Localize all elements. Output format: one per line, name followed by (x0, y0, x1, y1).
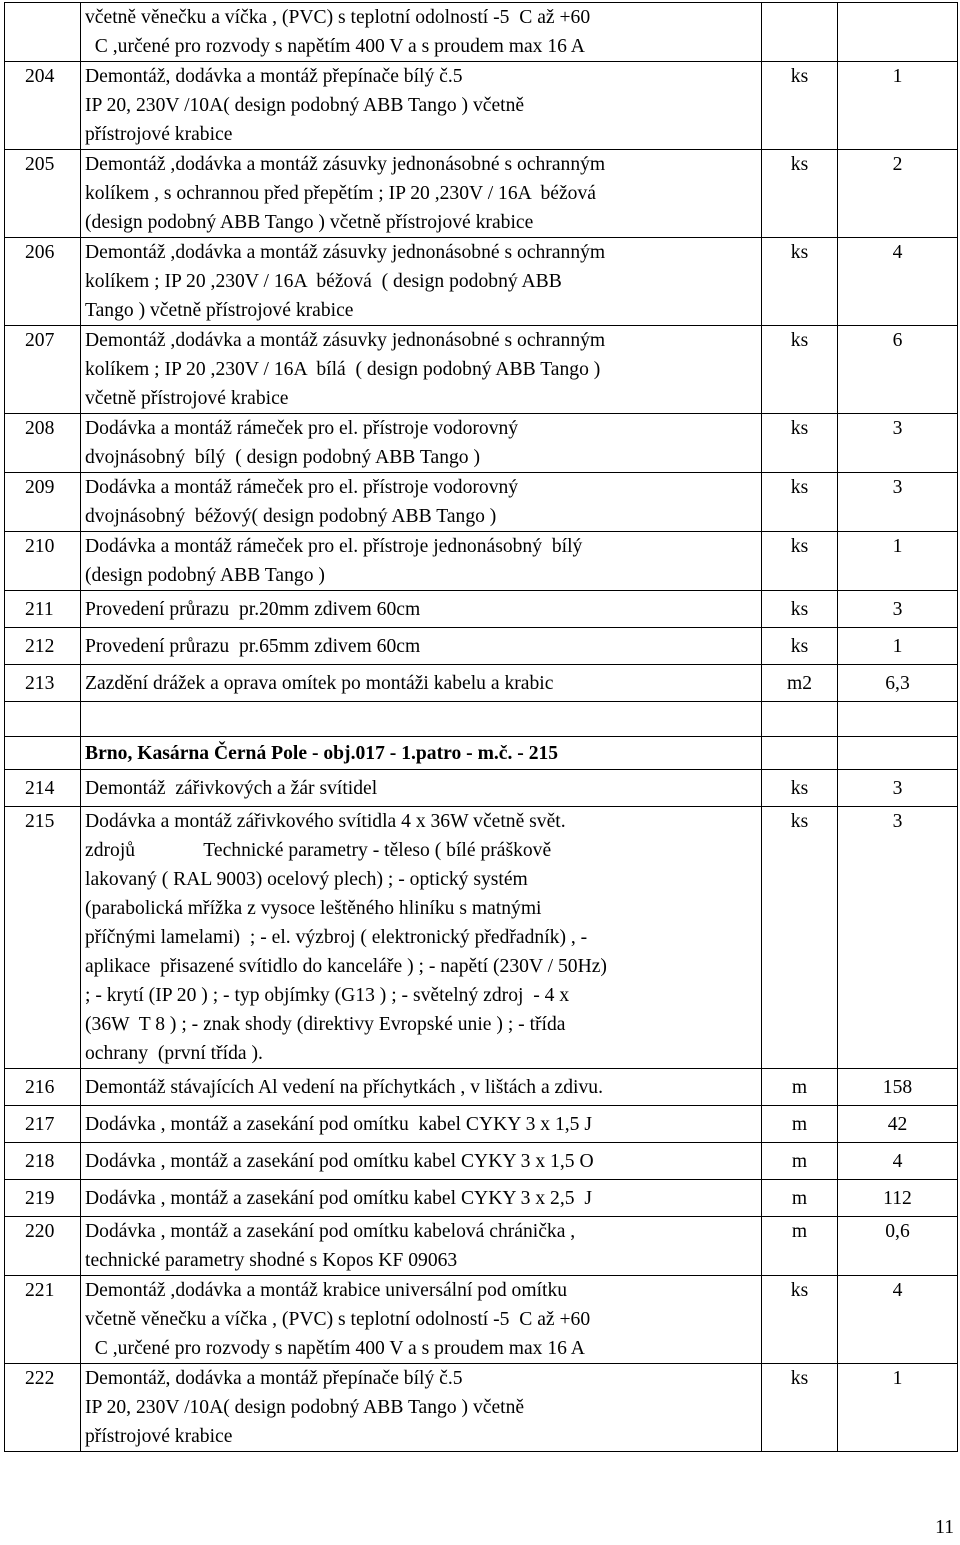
item-number: 213 (5, 665, 81, 702)
description-line: Dodávka , montáž a zasekání pod omítku kabel CYKY 3 x 1,5 O (85, 1151, 594, 1172)
item-quantity: 112 (838, 1180, 958, 1217)
table-row (5, 62, 958, 150)
description-line: Dodávka a montáž zářivkového svítidla 4 x 36W včetně svět. (85, 811, 566, 832)
item-description (81, 150, 762, 238)
item-unit: ks (762, 414, 838, 473)
item-quantity: 4 (838, 238, 958, 326)
section-heading-row (5, 737, 958, 770)
item-number: 206 (5, 238, 81, 326)
item-description (81, 628, 762, 665)
item-number: 207 (5, 326, 81, 414)
item-number: 220 (5, 1217, 81, 1276)
description-line: lakovaný ( RAL 9003) ocelový plech) ; - optický systém (85, 869, 528, 890)
item-quantity: 3 (838, 807, 958, 1069)
description-line: Provedení průrazu pr.20mm zdivem 60cm (85, 599, 421, 620)
description-line: Dodávka , montáž a zasekání pod omítku kabel CYKY 3 x 2,5 J (85, 1188, 592, 1209)
description-line: zdrojů Technické parametry - těleso ( bílé práškově (85, 840, 552, 861)
item-number: 219 (5, 1180, 81, 1217)
table-row (5, 238, 958, 326)
item-description (81, 807, 762, 1069)
item-quantity: 3 (838, 770, 958, 807)
item-unit: m (762, 1069, 838, 1106)
item-description (81, 1143, 762, 1180)
description-line: Provedení průrazu pr.65mm zdivem 60cm (85, 636, 421, 657)
table-row (5, 1143, 958, 1180)
table-row (5, 1217, 958, 1276)
items-table (4, 2, 958, 1452)
description-line: ochrany (první třída ). (85, 1043, 263, 1064)
table-row (5, 1106, 958, 1143)
description-line: včetně věnečku a víčka , (PVC) s teplotní odolností -5 C až +60 (85, 1309, 591, 1330)
description-line: IP 20, 230V /10A( design podobný ABB Tango ) včetně (85, 95, 525, 116)
item-number: 212 (5, 628, 81, 665)
item-description (81, 238, 762, 326)
item-description (81, 1069, 762, 1106)
item-number: 221 (5, 1276, 81, 1364)
item-number: 215 (5, 807, 81, 1069)
description-line: Demontáž ,dodávka a montáž zásuvky jednonásobné s ochranným (85, 330, 606, 351)
description-line: technické parametry shodné s Kopos KF 09063 (85, 1250, 458, 1271)
item-number: 209 (5, 473, 81, 532)
item-description (81, 414, 762, 473)
item-description (81, 702, 762, 737)
item-unit (762, 3, 838, 62)
item-number: 217 (5, 1106, 81, 1143)
item-unit: ks (762, 770, 838, 807)
item-unit: ks (762, 473, 838, 532)
table-row (5, 770, 958, 807)
item-quantity: 6,3 (838, 665, 958, 702)
table-row (5, 473, 958, 532)
item-unit: ks (762, 326, 838, 414)
item-quantity: 158 (838, 1069, 958, 1106)
item-unit: ks (762, 62, 838, 150)
item-unit (762, 737, 838, 770)
description-line: příčnými lamelami) ; - el. výzbroj ( elektronický předřadník) , - (85, 927, 588, 948)
item-number: 211 (5, 591, 81, 628)
item-quantity: 1 (838, 532, 958, 591)
item-quantity: 1 (838, 628, 958, 665)
description-line: kolíkem , s ochrannou před přepětím ; IP 20 ,230V / 16A béžová (85, 183, 596, 204)
item-quantity: 4 (838, 1143, 958, 1180)
item-number: 210 (5, 532, 81, 591)
item-number: 205 (5, 150, 81, 238)
item-quantity: 3 (838, 591, 958, 628)
description-line: Demontáž ,dodávka a montáž krabice universální pod omítku (85, 1280, 568, 1301)
description-line: IP 20, 230V /10A( design podobný ABB Tango ) včetně (85, 1397, 525, 1418)
description-line: Demontáž ,dodávka a montáž zásuvky jednonásobné s ochranným (85, 242, 606, 263)
table-row (5, 3, 958, 62)
description-line: C ,určené pro rozvody s napětím 400 V a s proudem max 16 A (85, 1338, 585, 1359)
item-unit: ks (762, 591, 838, 628)
item-quantity: 6 (838, 326, 958, 414)
item-quantity: 3 (838, 473, 958, 532)
page-number: 11 (935, 1517, 954, 1538)
description-line: Demontáž zářivkových a žár svítidel (85, 778, 378, 799)
table-row (5, 150, 958, 238)
item-description (81, 62, 762, 150)
description-line: přístrojové krabice (85, 1426, 233, 1447)
description-line: C ,určené pro rozvody s napětím 400 V a s proudem max 16 A (85, 36, 585, 57)
description-line: (parabolická mřížka z vysoce leštěného hliníku s matnými (85, 898, 542, 919)
item-description (81, 665, 762, 702)
table-row (5, 1276, 958, 1364)
description-line: dvojnásobný bílý ( design podobný ABB Tango ) (85, 447, 481, 468)
item-description (81, 3, 762, 62)
description-line: Demontáž, dodávka a montáž přepínače bílý č.5 (85, 1368, 463, 1389)
item-quantity: 1 (838, 62, 958, 150)
table-row (5, 628, 958, 665)
description-line: (design podobný ABB Tango ) (85, 565, 325, 586)
description-line: Dodávka a montáž rámeček pro el. přístroje vodorovný (85, 418, 519, 439)
description-line: ; - krytí (IP 20 ) ; - typ objímky (G13 ) ; - světelný zdroj - 4 x (85, 985, 570, 1006)
item-number (5, 737, 81, 770)
item-number: 216 (5, 1069, 81, 1106)
item-unit (762, 702, 838, 737)
item-description (81, 473, 762, 532)
item-number (5, 3, 81, 62)
table-row (5, 1069, 958, 1106)
item-unit: m (762, 1106, 838, 1143)
item-number (5, 702, 81, 737)
description-line: dvojnásobný béžový( design podobný ABB Tango ) (85, 506, 497, 527)
item-description (81, 326, 762, 414)
items-table-body (5, 3, 958, 1452)
item-description (81, 1217, 762, 1276)
table-row (5, 1364, 958, 1452)
item-unit: ks (762, 150, 838, 238)
item-description (81, 1180, 762, 1217)
description-line: přístrojové krabice (85, 124, 233, 145)
item-unit: ks (762, 1276, 838, 1364)
description-line: včetně přístrojové krabice (85, 388, 289, 409)
item-unit: m (762, 1217, 838, 1276)
description-line: Demontáž stávajících Al vedení na příchytkách , v lištách a zdivu. (85, 1077, 603, 1098)
item-quantity: 0,6 (838, 1217, 958, 1276)
description-line: Dodávka a montáž rámeček pro el. přístroje vodorovný (85, 477, 519, 498)
table-row (5, 532, 958, 591)
table-row (5, 414, 958, 473)
item-unit: ks (762, 807, 838, 1069)
item-quantity: 1 (838, 1364, 958, 1452)
description-line: (design podobný ABB Tango ) včetně přístrojové krabice (85, 212, 534, 233)
item-number: 222 (5, 1364, 81, 1452)
description-line: Dodávka , montáž a zasekání pod omítku kabelová chránička , (85, 1221, 576, 1242)
description-line: (36W T 8 ) ; - znak shody (direktivy Evropské unie ) ; - třída (85, 1014, 566, 1035)
item-quantity: 2 (838, 150, 958, 238)
table-row (5, 326, 958, 414)
description-line: kolíkem ; IP 20 ,230V / 16A béžová ( design podobný ABB (85, 271, 562, 292)
table-row (5, 1180, 958, 1217)
blank-row (5, 702, 958, 737)
item-quantity: 3 (838, 414, 958, 473)
description-line: aplikace přisazené svítidlo do kanceláře ) ; - napětí (230V / 50Hz) (85, 956, 607, 977)
item-description (81, 1276, 762, 1364)
item-quantity (838, 3, 958, 62)
item-description (81, 591, 762, 628)
item-unit: ks (762, 628, 838, 665)
section-heading (81, 737, 762, 770)
description-line: včetně věnečku a víčka , (PVC) s teplotní odolností -5 C až +60 (85, 7, 591, 28)
item-unit: m2 (762, 665, 838, 702)
item-unit: ks (762, 238, 838, 326)
item-number: 214 (5, 770, 81, 807)
item-description (81, 770, 762, 807)
description-line: Demontáž ,dodávka a montáž zásuvky jednonásobné s ochranným (85, 154, 606, 175)
description-line: Dodávka a montáž rámeček pro el. přístroje jednonásobný bílý (85, 536, 583, 557)
item-quantity (838, 737, 958, 770)
table-row (5, 807, 958, 1069)
description-line: Zazdění drážek a oprava omítek po montáži kabelu a krabic (85, 673, 554, 694)
table-row (5, 591, 958, 628)
item-number: 208 (5, 414, 81, 473)
item-description (81, 532, 762, 591)
description-line: kolíkem ; IP 20 ,230V / 16A bílá ( design podobný ABB Tango ) (85, 359, 601, 380)
item-quantity: 42 (838, 1106, 958, 1143)
item-unit: m (762, 1180, 838, 1217)
item-number: 204 (5, 62, 81, 150)
description-line: Brno, Kasárna Černá Pole - obj.017 - 1.patro - m.č. - 215 (85, 743, 559, 764)
item-description (81, 1106, 762, 1143)
table-row (5, 665, 958, 702)
item-description (81, 1364, 762, 1452)
item-number: 218 (5, 1143, 81, 1180)
description-line: Demontáž, dodávka a montáž přepínače bílý č.5 (85, 66, 463, 87)
item-unit: ks (762, 532, 838, 591)
item-unit: m (762, 1143, 838, 1180)
description-line: Dodávka , montáž a zasekání pod omítku kabel CYKY 3 x 1,5 J (85, 1114, 592, 1135)
item-unit: ks (762, 1364, 838, 1452)
item-quantity: 4 (838, 1276, 958, 1364)
description-line: Tango ) včetně přístrojové krabice (85, 300, 354, 321)
item-quantity (838, 702, 958, 737)
